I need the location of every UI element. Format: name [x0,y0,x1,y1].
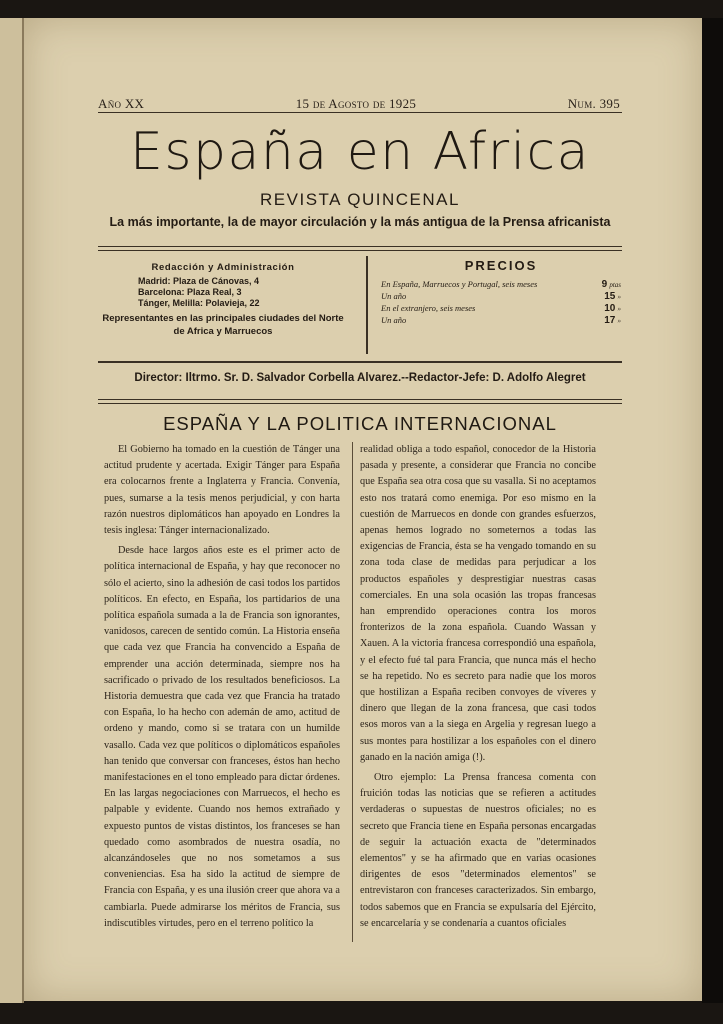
binding-edge [702,18,723,1003]
article-column-right [360,442,596,936]
price-unit: » [617,317,621,325]
address-madrid: Madrid: Plaza de Cánovas, 4 [138,276,260,286]
masthead-double-rule [98,246,622,251]
price-label: En el extranjero, seis meses [381,303,476,313]
article-headline: ESPAÑA Y LA POLITICA INTERNACIONAL [163,413,557,434]
issue-date: 15 de Agosto de 1925 [295,96,417,111]
top-rule [98,112,622,113]
price-value: 15 [604,291,616,302]
price-row [381,291,621,303]
prices-block [381,258,621,327]
article-column-left [104,442,340,936]
newspaper-page [24,18,702,1001]
article-paragraph: Desde hace largos años este es el primer acto de política internacional de España, y hay que reconocer no sólo el acierto, sino la adhesión de casi todos los partidos políticos. En efecto, en España, los partidarios de una política española sumada a la de Francia son ignorantes, vanidosos, carecen de sentido común. La Historia enseña que cada vez que Francia ha convencido a España de emprender una acción determinada, siempre nos ha sacrificado o privado de los resultados beneficiosos. La Historia demuestra que cada vez que Francia ha tratado con España, lo ha hecho con ademán de amo, actitud de ordeno y mando, como si se tratara con un humilde vasallo. Cada vez que políticos o diplomáticos españoles han tenido que conversar con franceses, éstos han hecho manifestaciones en el tono empleado para dictar órdenes. En las largas negociaciones con Marruecos, el hecho es palpable y evidente. Cuando nos hemos extrañado y expuesto puntos de vistas distintos, los franceses se han quedado como asombrados de nuestra osadía, no alcanzándoseles que no nos sometamos a sus conveniencias. Esa ha sido la actitud de siempre de Francia con España, y es una ilusión creer que ahora va a cambiarla. Puede admirarse los méritos de Francia, sus indiscutibles virtudes, pero en el terreno político la [104,545,340,929]
prices-heading: PRECIOS [464,258,538,273]
price-row [381,315,621,327]
price-unit: » [617,293,621,301]
masthead-tagline: La más importante, la de mayor circulación y la más antigua de la Prensa africanista [109,215,611,229]
administration-heading: Redacción y Administración [151,262,295,273]
price-row [381,303,621,315]
issue-number: Num. 395 [567,96,620,111]
adjacent-page-edge [0,18,24,1003]
address-barcelona: Barcelona: Plaza Real, 3 [138,287,242,297]
staff-double-rule [98,399,622,404]
price-label: Un año [381,291,407,301]
issue-info-line [98,96,620,112]
article-paragraph: realidad obliga a todo español, conocedor de la Historia pasada y presente, a considerar que Francia no concibe que España sea otra cosa que su vasalla. Si no aceptamos esto nos tratará como enemiga. Por eso mismo en la cuestión de Marruecos en donde con grandes esfuerzos, apenas hemos logrado no someternos a todas las exigencias de Francia, ésta se ha vengado tomando en su zona toda clase de medidas para perjudicar a los productos españoles y desprestigiar nuestras casas comerciales. En una sola ocasión las tropas francesas han emprendido operaciones contra los moros fronterizos de la zona española. Cuando Wassan y Xauen. A la victoria francesa correspondió una española, y el efecto fué tal para Francia, que nunca más el hecho se ha repetido. No es secreto para nadie que los moros que hostilizan a España reciben convoyes de víveres y dinero que llegan de la zona francesa, que casi todos esos moros van a la siega en Argelia y regresan luego a sus montes para hostilizar a los españoles con el dinero ganado en la nación amiga (!). [360,444,596,763]
price-value: 9 [601,279,608,290]
masthead-subtitle: REVISTA QUINCENAL [260,190,460,209]
administration-block [98,262,348,338]
article-paragraph: El Gobierno ha tomado en la cuestión de Tánger una actitud prudente y acertada. Exigir Tánger para España era colocarnos frente a Inglaterra y Francia. Convenía, pues, sumarse a la tesis menos perjudicial, y con harta razón nuestros diplomáticos han apoyado en Londres la tesis inglesa: Tánger internacionalizado. [104,444,340,537]
price-value: 17 [604,315,616,326]
staff-top-rule [98,361,622,363]
address-list [138,276,348,309]
article-paragraph: Otro ejemplo: La Prensa francesa comenta con fruición todas las noticias que se refieren a actitudes verdaderas o supuestas de nuestros oficiales; no es secreto que Francia tiene en España personas encargadas de seguir la actuación exacta de "determinados elementos" y se ha afirmado que en varias ocasiones dirigentes de esos "determinados elementos" se entrevistaron con franceses caracterizados. Sin embargo, todos sabemos que en Francia se expulsaría del Ejército, se encarcelaría y se condenaría a cuantos oficiales [360,772,596,929]
masthead-title: España en Africa [130,122,590,182]
issue-year: Año XX [98,96,145,111]
price-label: En España, Marruecos y Portugal, seis meses [381,279,538,289]
price-label: Un año [381,315,407,325]
price-unit: » [617,305,621,313]
article-column-divider [352,442,353,942]
address-tanger-melilla: Tánger, Melilla: Polavieja, 22 [138,298,260,308]
staff-line: Director: Iltrmo. Sr. D. Salvador Corbella Alvarez.--Redactor-Jefe: D. Adolfo Alegret [134,372,586,384]
price-row [381,279,621,291]
price-unit: ptas [609,281,621,289]
price-value: 10 [604,303,616,314]
representatives-note: Representantes en las principales ciudades del Norte de Africa y Marruecos [102,313,344,337]
header-column-divider [366,256,368,354]
